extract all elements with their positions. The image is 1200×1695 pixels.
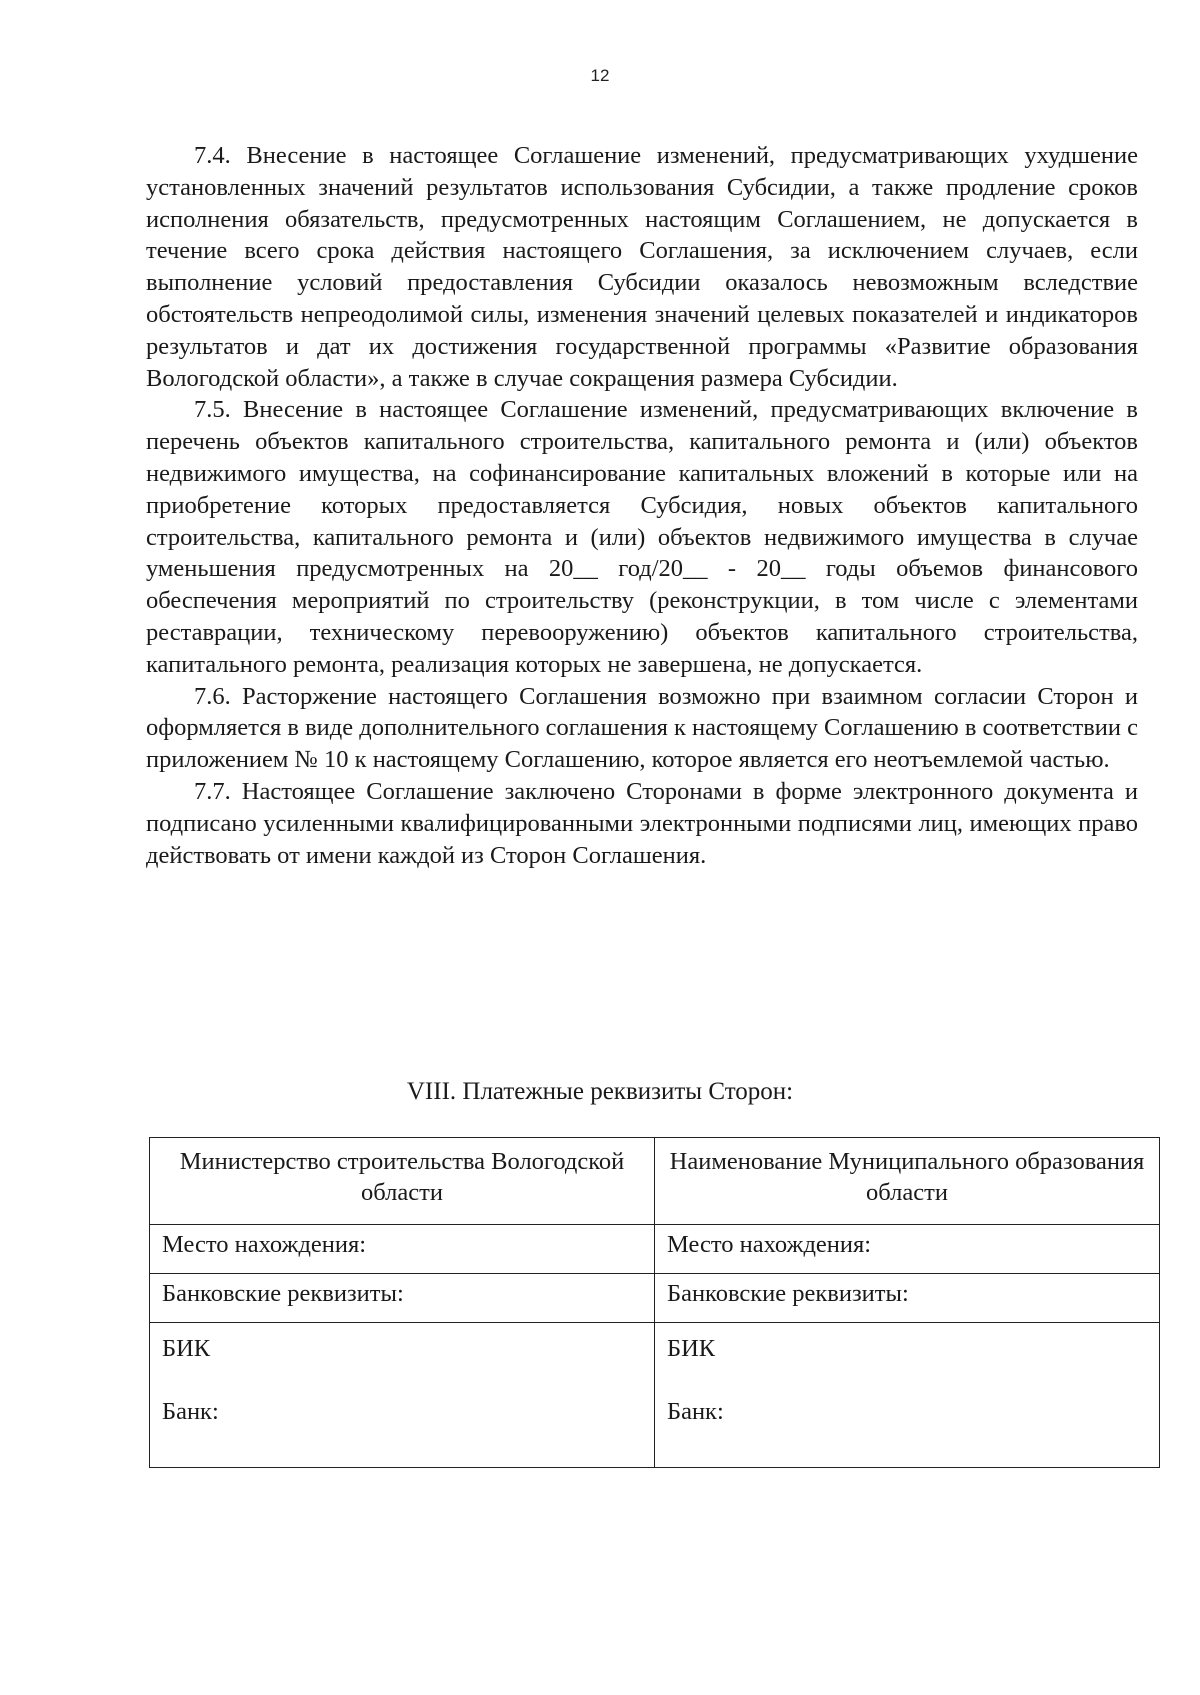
table-row: [150, 1225, 1160, 1274]
left-bik-label: БИК: [162, 1335, 211, 1362]
left-party-header: Министерство строительства Вологодской области: [150, 1138, 655, 1225]
left-location-label: Место нахождения:: [150, 1225, 655, 1274]
page-number: 12: [590, 66, 610, 85]
paragraph-7-5: 7.5. Внесение в настоящее Соглашение изменений, предусматривающих включение в перечень объектов капитального строительства, капитального ремонта и (или) объектов недвижимого имущества, на софинансирование капитальных вложений в которые или на приобретение которых предоставляется Субсидия, новых объектов капитального строительства, капитального ремонта и (или) объектов недвижимого имущества в случае уменьшения предусмотренных на 20__ год/20__ - 20__ годы объемов финансового обеспечения мероприятий по строительству (реконструкции, в том числе с элементами реставрации, техническому перевооружению) объектов капитального строительства, капитального ремонта, реализация которых не завершена, не допускается.: [146, 396, 1138, 678]
left-bank-cell: [150, 1323, 655, 1468]
paragraph-7-6: 7.6. Расторжение настоящего Соглашения возможно при взаимном согласии Сторон и оформляется в виде дополнительного соглашения к настоящему Соглашению в соответствии с приложением № 10 к настоящему Соглашению, которое является его неотъемлемой частью.: [146, 682, 1138, 774]
agreement-body: [146, 140, 1138, 871]
payment-requisites-table: [149, 1137, 1160, 1468]
right-location-label: Место нахождения:: [655, 1225, 1160, 1274]
right-bik-label: БИК: [667, 1335, 716, 1362]
paragraph-7-7: 7.7. Настоящее Соглашение заключено Сторонами в форме электронного документа и подписано усиленными квалифицированными электронными подписями лиц, имеющих право действовать от имени каждой из Сторон Соглашения.: [146, 777, 1138, 869]
table-row: [150, 1274, 1160, 1323]
table-header-row: [150, 1138, 1160, 1225]
right-bank-details-label: Банковские реквизиты:: [655, 1274, 1160, 1323]
section-title: VIII. Платежные реквизиты Сторон:: [406, 1078, 794, 1105]
right-bank-label: Банк:: [667, 1398, 724, 1425]
right-bank-cell: [655, 1323, 1160, 1468]
right-party-header: Наименование Муниципального образования области: [655, 1138, 1160, 1225]
left-bank-details-label: Банковские реквизиты:: [150, 1274, 655, 1323]
left-bank-label: Банк:: [162, 1398, 219, 1425]
paragraph-7-4: 7.4. Внесение в настоящее Соглашение изменений, предусматривающих ухудшение установленных значений результатов использования Субсидии, а также продление сроков исполнения обязательств, предусмотренных настоящим Соглашением, не допускается в течение всего срока действия настоящего Соглашения, за исключением случаев, если выполнение условий предоставления Субсидии оказалось невозможным вследствие обстоятельств непреодолимой силы, изменения значений целевых показателей и индикаторов результатов и дат их достижения государственной программы «Развитие образования Вологодской области», а также в случае сокращения размера Субсидии.: [146, 142, 1138, 392]
table-row: [150, 1323, 1160, 1468]
